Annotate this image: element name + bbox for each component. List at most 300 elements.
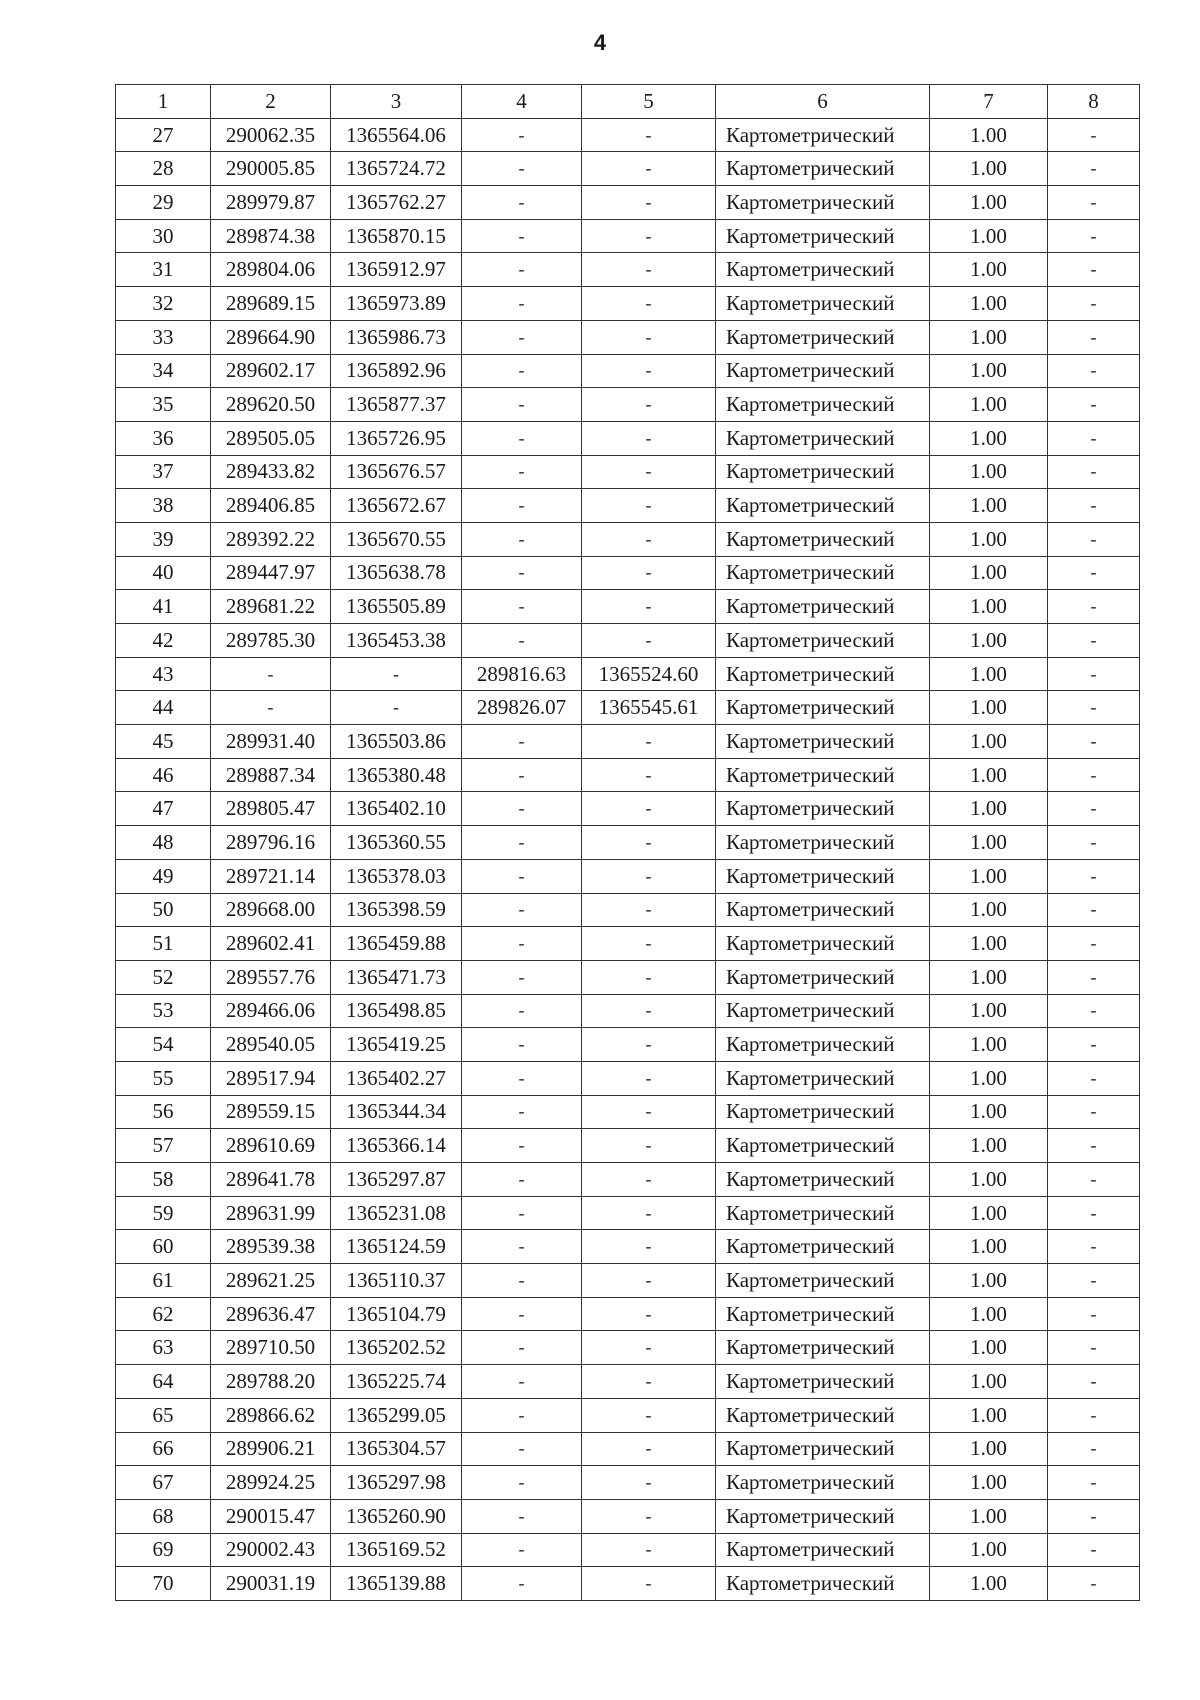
y-coordinate-alt-cell: -: [582, 489, 716, 523]
table-row: [116, 522, 1140, 556]
y-coordinate-alt-cell: -: [582, 1567, 716, 1601]
x-coordinate-cell: 290002.43: [211, 1533, 331, 1567]
x-coordinate-cell: 289681.22: [211, 590, 331, 624]
table-row: [116, 421, 1140, 455]
point-number-cell: 69: [116, 1533, 211, 1567]
table-row: [116, 1196, 1140, 1230]
y-coordinate-cell: 1365360.55: [331, 826, 462, 860]
point-number-cell: 59: [116, 1196, 211, 1230]
y-coordinate-cell: 1365402.27: [331, 1061, 462, 1095]
point-number-cell: 27: [116, 118, 211, 152]
description-cell: -: [1048, 1264, 1140, 1298]
description-cell: -: [1048, 1567, 1140, 1601]
accuracy-cell: 1.00: [930, 1331, 1048, 1365]
x-coordinate-cell: 289621.25: [211, 1264, 331, 1298]
point-number-cell: 65: [116, 1398, 211, 1432]
x-coordinate-alt-cell: -: [462, 489, 582, 523]
description-cell: -: [1048, 792, 1140, 826]
x-coordinate-cell: 290005.85: [211, 152, 331, 186]
method-cell: Картометрический: [716, 1095, 930, 1129]
method-cell: Картометрический: [716, 994, 930, 1028]
x-coordinate-cell: 289796.16: [211, 826, 331, 860]
y-coordinate-alt-cell: -: [582, 725, 716, 759]
y-coordinate-cell: 1365870.15: [331, 219, 462, 253]
method-cell: Картометрический: [716, 1466, 930, 1500]
y-coordinate-cell: 1365973.89: [331, 287, 462, 321]
accuracy-cell: 1.00: [930, 590, 1048, 624]
y-coordinate-cell: 1365724.72: [331, 152, 462, 186]
x-coordinate-cell: 289406.85: [211, 489, 331, 523]
y-coordinate-cell: 1365672.67: [331, 489, 462, 523]
y-coordinate-cell: 1365110.37: [331, 1264, 462, 1298]
y-coordinate-cell: 1365366.14: [331, 1129, 462, 1163]
x-coordinate-cell: 289788.20: [211, 1365, 331, 1399]
method-cell: Картометрический: [716, 1028, 930, 1062]
x-coordinate-alt-cell: -: [462, 455, 582, 489]
method-cell: Картометрический: [716, 624, 930, 658]
y-coordinate-alt-cell: -: [582, 590, 716, 624]
method-cell: Картометрический: [716, 1398, 930, 1432]
y-coordinate-alt-cell: -: [582, 1061, 716, 1095]
x-coordinate-cell: 289664.90: [211, 320, 331, 354]
method-cell: Картометрический: [716, 489, 930, 523]
table-row: [116, 927, 1140, 961]
x-coordinate-alt-cell: -: [462, 1365, 582, 1399]
accuracy-cell: 1.00: [930, 1095, 1048, 1129]
x-coordinate-alt-cell: -: [462, 320, 582, 354]
table-row: [116, 320, 1140, 354]
table-row: [116, 186, 1140, 220]
method-cell: Картометрический: [716, 893, 930, 927]
point-number-cell: 28: [116, 152, 211, 186]
method-cell: Картометрический: [716, 118, 930, 152]
accuracy-cell: 1.00: [930, 556, 1048, 590]
point-number-cell: 62: [116, 1297, 211, 1331]
y-coordinate-alt-cell: -: [582, 388, 716, 422]
method-cell: Картометрический: [716, 1567, 930, 1601]
y-coordinate-cell: 1365459.88: [331, 927, 462, 961]
y-coordinate-alt-cell: -: [582, 893, 716, 927]
point-number-cell: 35: [116, 388, 211, 422]
column-header: 7: [930, 85, 1048, 119]
x-coordinate-alt-cell: -: [462, 118, 582, 152]
x-coordinate-alt-cell: -: [462, 1196, 582, 1230]
method-cell: Картометрический: [716, 421, 930, 455]
column-header: 6: [716, 85, 930, 119]
x-coordinate-cell: 289636.47: [211, 1297, 331, 1331]
y-coordinate-alt-cell: -: [582, 1533, 716, 1567]
y-coordinate-alt-cell: -: [582, 1297, 716, 1331]
accuracy-cell: 1.00: [930, 624, 1048, 658]
x-coordinate-alt-cell: -: [462, 1163, 582, 1197]
y-coordinate-alt-cell: -: [582, 826, 716, 860]
point-number-cell: 60: [116, 1230, 211, 1264]
column-header: 5: [582, 85, 716, 119]
x-coordinate-cell: 289602.17: [211, 354, 331, 388]
table-row: [116, 792, 1140, 826]
y-coordinate-alt-cell: -: [582, 1466, 716, 1500]
y-coordinate-alt-cell: -: [582, 320, 716, 354]
table-row: [116, 1331, 1140, 1365]
accuracy-cell: 1.00: [930, 186, 1048, 220]
y-coordinate-cell: 1365402.10: [331, 792, 462, 826]
description-cell: -: [1048, 1061, 1140, 1095]
x-coordinate-cell: 290015.47: [211, 1499, 331, 1533]
point-number-cell: 48: [116, 826, 211, 860]
method-cell: Картометрический: [716, 320, 930, 354]
description-cell: -: [1048, 758, 1140, 792]
y-coordinate-cell: 1365231.08: [331, 1196, 462, 1230]
point-number-cell: 54: [116, 1028, 211, 1062]
x-coordinate-alt-cell: -: [462, 1061, 582, 1095]
x-coordinate-cell: 290031.19: [211, 1567, 331, 1601]
table-row: [116, 1297, 1140, 1331]
y-coordinate-cell: 1365398.59: [331, 893, 462, 927]
x-coordinate-cell: 289668.00: [211, 893, 331, 927]
description-cell: -: [1048, 253, 1140, 287]
accuracy-cell: 1.00: [930, 1264, 1048, 1298]
description-cell: -: [1048, 826, 1140, 860]
description-cell: -: [1048, 1297, 1140, 1331]
x-coordinate-cell: 289874.38: [211, 219, 331, 253]
accuracy-cell: 1.00: [930, 388, 1048, 422]
table-row: [116, 826, 1140, 860]
method-cell: Картометрический: [716, 1499, 930, 1533]
point-number-cell: 56: [116, 1095, 211, 1129]
y-coordinate-alt-cell: -: [582, 1196, 716, 1230]
table-row: [116, 1365, 1140, 1399]
point-number-cell: 52: [116, 960, 211, 994]
x-coordinate-alt-cell: -: [462, 1129, 582, 1163]
method-cell: Картометрический: [716, 590, 930, 624]
point-number-cell: 33: [116, 320, 211, 354]
accuracy-cell: 1.00: [930, 1398, 1048, 1432]
x-coordinate-cell: 289785.30: [211, 624, 331, 658]
x-coordinate-cell: 289866.62: [211, 1398, 331, 1432]
x-coordinate-cell: 289979.87: [211, 186, 331, 220]
x-coordinate-cell: 289539.38: [211, 1230, 331, 1264]
table-row: [116, 1533, 1140, 1567]
x-coordinate-cell: -: [211, 691, 331, 725]
method-cell: Картометрический: [716, 354, 930, 388]
point-number-cell: 47: [116, 792, 211, 826]
x-coordinate-cell: 289906.21: [211, 1432, 331, 1466]
table-row: [116, 1230, 1140, 1264]
point-number-cell: 39: [116, 522, 211, 556]
point-number-cell: 55: [116, 1061, 211, 1095]
x-coordinate-alt-cell: -: [462, 1331, 582, 1365]
x-coordinate-cell: 289540.05: [211, 1028, 331, 1062]
point-number-cell: 49: [116, 859, 211, 893]
y-coordinate-cell: 1365638.78: [331, 556, 462, 590]
description-cell: -: [1048, 1230, 1140, 1264]
table-row: [116, 624, 1140, 658]
y-coordinate-cell: 1365260.90: [331, 1499, 462, 1533]
y-coordinate-alt-cell: -: [582, 1129, 716, 1163]
accuracy-cell: 1.00: [930, 1230, 1048, 1264]
y-coordinate-alt-cell: -: [582, 1095, 716, 1129]
method-cell: Картометрический: [716, 927, 930, 961]
y-coordinate-alt-cell: -: [582, 421, 716, 455]
table-row: [116, 691, 1140, 725]
x-coordinate-alt-cell: -: [462, 1466, 582, 1500]
table-row: [116, 1499, 1140, 1533]
x-coordinate-alt-cell: -: [462, 1297, 582, 1331]
description-cell: -: [1048, 1398, 1140, 1432]
description-cell: -: [1048, 1499, 1140, 1533]
y-coordinate-cell: 1365299.05: [331, 1398, 462, 1432]
accuracy-cell: 1.00: [930, 927, 1048, 961]
point-number-cell: 67: [116, 1466, 211, 1500]
y-coordinate-cell: 1365726.95: [331, 421, 462, 455]
x-coordinate-cell: 290062.35: [211, 118, 331, 152]
y-coordinate-alt-cell: -: [582, 556, 716, 590]
y-coordinate-cell: 1365124.59: [331, 1230, 462, 1264]
description-cell: -: [1048, 1196, 1140, 1230]
table-row: [116, 287, 1140, 321]
y-coordinate-alt-cell: -: [582, 960, 716, 994]
point-number-cell: 36: [116, 421, 211, 455]
description-cell: -: [1048, 691, 1140, 725]
x-coordinate-alt-cell: -: [462, 522, 582, 556]
description-cell: -: [1048, 556, 1140, 590]
method-cell: Картометрический: [716, 1264, 930, 1298]
x-coordinate-alt-cell: -: [462, 1533, 582, 1567]
y-coordinate-alt-cell: -: [582, 219, 716, 253]
method-cell: Картометрический: [716, 556, 930, 590]
x-coordinate-alt-cell: -: [462, 1230, 582, 1264]
method-cell: Картометрический: [716, 826, 930, 860]
y-coordinate-cell: 1365304.57: [331, 1432, 462, 1466]
x-coordinate-cell: 289620.50: [211, 388, 331, 422]
table-row: [116, 1432, 1140, 1466]
accuracy-cell: 1.00: [930, 287, 1048, 321]
method-cell: Картометрический: [716, 1061, 930, 1095]
x-coordinate-alt-cell: -: [462, 826, 582, 860]
accuracy-cell: 1.00: [930, 960, 1048, 994]
y-coordinate-alt-cell: -: [582, 1398, 716, 1432]
x-coordinate-alt-cell: -: [462, 927, 582, 961]
table-row: [116, 388, 1140, 422]
y-coordinate-cell: 1365564.06: [331, 118, 462, 152]
table-row: [116, 455, 1140, 489]
y-coordinate-alt-cell: -: [582, 455, 716, 489]
y-coordinate-cell: 1365344.34: [331, 1095, 462, 1129]
method-cell: Картометрический: [716, 522, 930, 556]
x-coordinate-cell: 289721.14: [211, 859, 331, 893]
description-cell: -: [1048, 1331, 1140, 1365]
y-coordinate-cell: -: [331, 691, 462, 725]
description-cell: -: [1048, 893, 1140, 927]
x-coordinate-alt-cell: -: [462, 1028, 582, 1062]
description-cell: -: [1048, 152, 1140, 186]
description-cell: -: [1048, 354, 1140, 388]
method-cell: Картометрический: [716, 1331, 930, 1365]
method-cell: Картометрический: [716, 152, 930, 186]
y-coordinate-alt-cell: -: [582, 1264, 716, 1298]
x-coordinate-alt-cell: -: [462, 421, 582, 455]
column-header: 8: [1048, 85, 1140, 119]
point-number-cell: 45: [116, 725, 211, 759]
accuracy-cell: 1.00: [930, 1432, 1048, 1466]
method-cell: Картометрический: [716, 657, 930, 691]
description-cell: -: [1048, 388, 1140, 422]
accuracy-cell: 1.00: [930, 1499, 1048, 1533]
table-body: [116, 118, 1140, 1600]
y-coordinate-cell: 1365676.57: [331, 455, 462, 489]
y-coordinate-cell: 1365471.73: [331, 960, 462, 994]
y-coordinate-alt-cell: -: [582, 758, 716, 792]
accuracy-cell: 1.00: [930, 1129, 1048, 1163]
method-cell: Картометрический: [716, 1432, 930, 1466]
point-number-cell: 68: [116, 1499, 211, 1533]
table-row: [116, 489, 1140, 523]
description-cell: -: [1048, 287, 1140, 321]
method-cell: Картометрический: [716, 287, 930, 321]
y-coordinate-alt-cell: -: [582, 354, 716, 388]
y-coordinate-alt-cell: -: [582, 1499, 716, 1533]
accuracy-cell: 1.00: [930, 893, 1048, 927]
x-coordinate-cell: 289517.94: [211, 1061, 331, 1095]
description-cell: -: [1048, 624, 1140, 658]
table-row: [116, 219, 1140, 253]
method-cell: Картометрический: [716, 859, 930, 893]
y-coordinate-cell: 1365225.74: [331, 1365, 462, 1399]
y-coordinate-alt-cell: -: [582, 1230, 716, 1264]
table-row: [116, 556, 1140, 590]
y-coordinate-alt-cell: -: [582, 118, 716, 152]
x-coordinate-cell: 289924.25: [211, 1466, 331, 1500]
table-row: [116, 1398, 1140, 1432]
accuracy-cell: 1.00: [930, 489, 1048, 523]
method-cell: Картометрический: [716, 186, 930, 220]
description-cell: -: [1048, 118, 1140, 152]
x-coordinate-cell: 289631.99: [211, 1196, 331, 1230]
table-row: [116, 1028, 1140, 1062]
description-cell: -: [1048, 1432, 1140, 1466]
description-cell: -: [1048, 859, 1140, 893]
table-row: [116, 118, 1140, 152]
x-coordinate-cell: 289931.40: [211, 725, 331, 759]
table-row: [116, 893, 1140, 927]
x-coordinate-alt-cell: -: [462, 354, 582, 388]
y-coordinate-alt-cell: -: [582, 253, 716, 287]
x-coordinate-alt-cell: -: [462, 1432, 582, 1466]
table-row: [116, 1567, 1140, 1601]
y-coordinate-cell: 1365419.25: [331, 1028, 462, 1062]
method-cell: Картометрический: [716, 960, 930, 994]
x-coordinate-cell: -: [211, 657, 331, 691]
y-coordinate-alt-cell: -: [582, 624, 716, 658]
point-number-cell: 53: [116, 994, 211, 1028]
description-cell: -: [1048, 186, 1140, 220]
y-coordinate-cell: 1365378.03: [331, 859, 462, 893]
y-coordinate-cell: 1365912.97: [331, 253, 462, 287]
accuracy-cell: 1.00: [930, 859, 1048, 893]
point-number-cell: 30: [116, 219, 211, 253]
y-coordinate-cell: 1365380.48: [331, 758, 462, 792]
accuracy-cell: 1.00: [930, 1196, 1048, 1230]
x-coordinate-alt-cell: -: [462, 219, 582, 253]
x-coordinate-cell: 289559.15: [211, 1095, 331, 1129]
x-coordinate-alt-cell: -: [462, 152, 582, 186]
accuracy-cell: 1.00: [930, 354, 1048, 388]
point-number-cell: 37: [116, 455, 211, 489]
accuracy-cell: 1.00: [930, 118, 1048, 152]
method-cell: Картометрический: [716, 253, 930, 287]
description-cell: -: [1048, 590, 1140, 624]
x-coordinate-alt-cell: -: [462, 893, 582, 927]
point-number-cell: 38: [116, 489, 211, 523]
y-coordinate-cell: 1365169.52: [331, 1533, 462, 1567]
x-coordinate-alt-cell: -: [462, 960, 582, 994]
method-cell: Картометрический: [716, 1297, 930, 1331]
point-number-cell: 31: [116, 253, 211, 287]
y-coordinate-alt-cell: -: [582, 522, 716, 556]
x-coordinate-alt-cell: -: [462, 1567, 582, 1601]
table-row: [116, 725, 1140, 759]
accuracy-cell: 1.00: [930, 1533, 1048, 1567]
x-coordinate-alt-cell: -: [462, 287, 582, 321]
accuracy-cell: 1.00: [930, 421, 1048, 455]
x-coordinate-alt-cell: -: [462, 1095, 582, 1129]
point-number-cell: 29: [116, 186, 211, 220]
description-cell: -: [1048, 1095, 1140, 1129]
point-number-cell: 42: [116, 624, 211, 658]
accuracy-cell: 1.00: [930, 455, 1048, 489]
x-coordinate-cell: 289447.97: [211, 556, 331, 590]
method-cell: Картометрический: [716, 1365, 930, 1399]
y-coordinate-cell: 1365670.55: [331, 522, 462, 556]
y-coordinate-cell: 1365202.52: [331, 1331, 462, 1365]
method-cell: Картометрический: [716, 455, 930, 489]
table-row: [116, 1163, 1140, 1197]
y-coordinate-alt-cell: -: [582, 994, 716, 1028]
y-coordinate-alt-cell: -: [582, 152, 716, 186]
accuracy-cell: 1.00: [930, 522, 1048, 556]
method-cell: Картометрический: [716, 725, 930, 759]
point-number-cell: 46: [116, 758, 211, 792]
table-row: [116, 1264, 1140, 1298]
method-cell: Картометрический: [716, 1196, 930, 1230]
table-row: [116, 1095, 1140, 1129]
description-cell: -: [1048, 1533, 1140, 1567]
y-coordinate-alt-cell: -: [582, 1365, 716, 1399]
description-cell: -: [1048, 219, 1140, 253]
y-coordinate-cell: 1365453.38: [331, 624, 462, 658]
y-coordinate-cell: 1365986.73: [331, 320, 462, 354]
x-coordinate-alt-cell: -: [462, 253, 582, 287]
x-coordinate-cell: 289887.34: [211, 758, 331, 792]
table-header-row: [116, 85, 1140, 119]
method-cell: Картометрический: [716, 792, 930, 826]
accuracy-cell: 1.00: [930, 1028, 1048, 1062]
y-coordinate-cell: 1365877.37: [331, 388, 462, 422]
x-coordinate-alt-cell: -: [462, 758, 582, 792]
accuracy-cell: 1.00: [930, 994, 1048, 1028]
description-cell: -: [1048, 657, 1140, 691]
x-coordinate-cell: 289392.22: [211, 522, 331, 556]
column-header: 4: [462, 85, 582, 119]
description-cell: -: [1048, 455, 1140, 489]
x-coordinate-alt-cell: -: [462, 725, 582, 759]
table-row: [116, 152, 1140, 186]
accuracy-cell: 1.00: [930, 1163, 1048, 1197]
description-cell: -: [1048, 421, 1140, 455]
table-row: [116, 590, 1140, 624]
description-cell: -: [1048, 522, 1140, 556]
y-coordinate-alt-cell: -: [582, 1028, 716, 1062]
